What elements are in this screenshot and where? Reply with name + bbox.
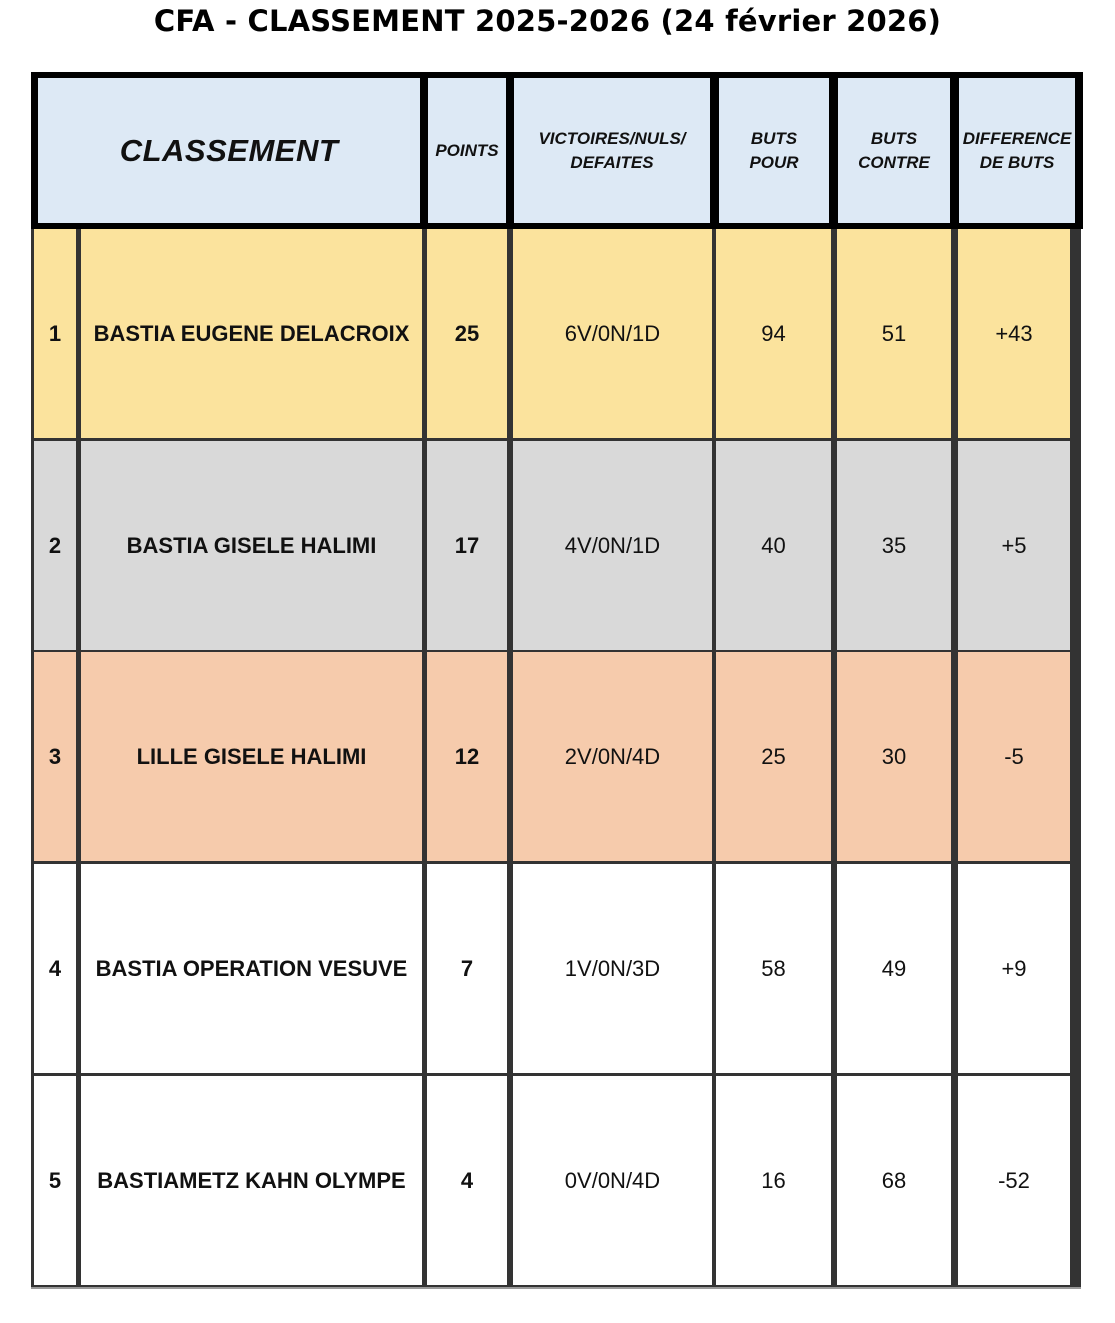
table-row: [31, 864, 1081, 1073]
goals-against-cell: 49: [837, 864, 951, 1073]
header-goal-difference: DIFFERENCE DE BUTS: [959, 78, 1075, 223]
team-cell: BASTIA OPERATION VESUVE: [81, 864, 422, 1073]
record-cell: 0V/0N/4D: [513, 1076, 712, 1285]
rank-cell: 2: [34, 441, 76, 650]
header-goals-against: BUTS CONTRE: [838, 78, 950, 223]
team-cell: BASTIA GISELE HALIMI: [81, 441, 422, 650]
points-cell: 12: [427, 652, 507, 861]
goals-against-cell: 68: [837, 1076, 951, 1285]
goals-for-cell: 58: [716, 864, 831, 1073]
goal-difference-cell: +43: [958, 229, 1070, 438]
table-row: [31, 652, 1081, 861]
table-bottom-border: [31, 1287, 1081, 1289]
rank-cell: 1: [34, 229, 76, 438]
table-row: [31, 441, 1081, 650]
goal-difference-cell: +9: [958, 864, 1070, 1073]
header-record: VICTOIRES/NULS/ DEFAITES: [514, 78, 710, 223]
goals-for-cell: 25: [716, 652, 831, 861]
goal-difference-cell: -5: [958, 652, 1070, 861]
page-title: CFA - CLASSEMENT 2025-2026 (24 février 2026): [153, 4, 942, 38]
record-cell: 4V/0N/1D: [513, 441, 712, 650]
table-header: [31, 72, 1083, 229]
goals-against-cell: 35: [837, 441, 951, 650]
goal-difference-cell: -52: [958, 1076, 1070, 1285]
team-cell: LILLE GISELE HALIMI: [81, 652, 422, 861]
goals-for-cell: 40: [716, 441, 831, 650]
table-row: [31, 229, 1081, 438]
rank-cell: 4: [34, 864, 76, 1073]
standings-table: [31, 229, 1081, 1287]
goals-against-cell: 51: [837, 229, 951, 438]
points-cell: 7: [427, 864, 507, 1073]
goals-against-cell: 30: [837, 652, 951, 861]
team-cell: BASTIA EUGENE DELACROIX: [81, 229, 422, 438]
header-goals-for: BUTS POUR: [719, 78, 829, 223]
goals-for-cell: 94: [716, 229, 831, 438]
record-cell: 2V/0N/4D: [513, 652, 712, 861]
goals-for-cell: 16: [716, 1076, 831, 1285]
points-cell: 17: [427, 441, 507, 650]
record-cell: 1V/0N/3D: [513, 864, 712, 1073]
rank-cell: 3: [34, 652, 76, 861]
header-points: POINTS: [428, 78, 506, 223]
points-cell: 25: [427, 229, 507, 438]
points-cell: 4: [427, 1076, 507, 1285]
record-cell: 6V/0N/1D: [513, 229, 712, 438]
rank-cell: 5: [34, 1076, 76, 1285]
goal-difference-cell: +5: [958, 441, 1070, 650]
team-cell: BASTIAMETZ KAHN OLYMPE: [81, 1076, 422, 1285]
header-classement: CLASSEMENT: [38, 78, 420, 223]
table-row: [31, 1076, 1081, 1285]
